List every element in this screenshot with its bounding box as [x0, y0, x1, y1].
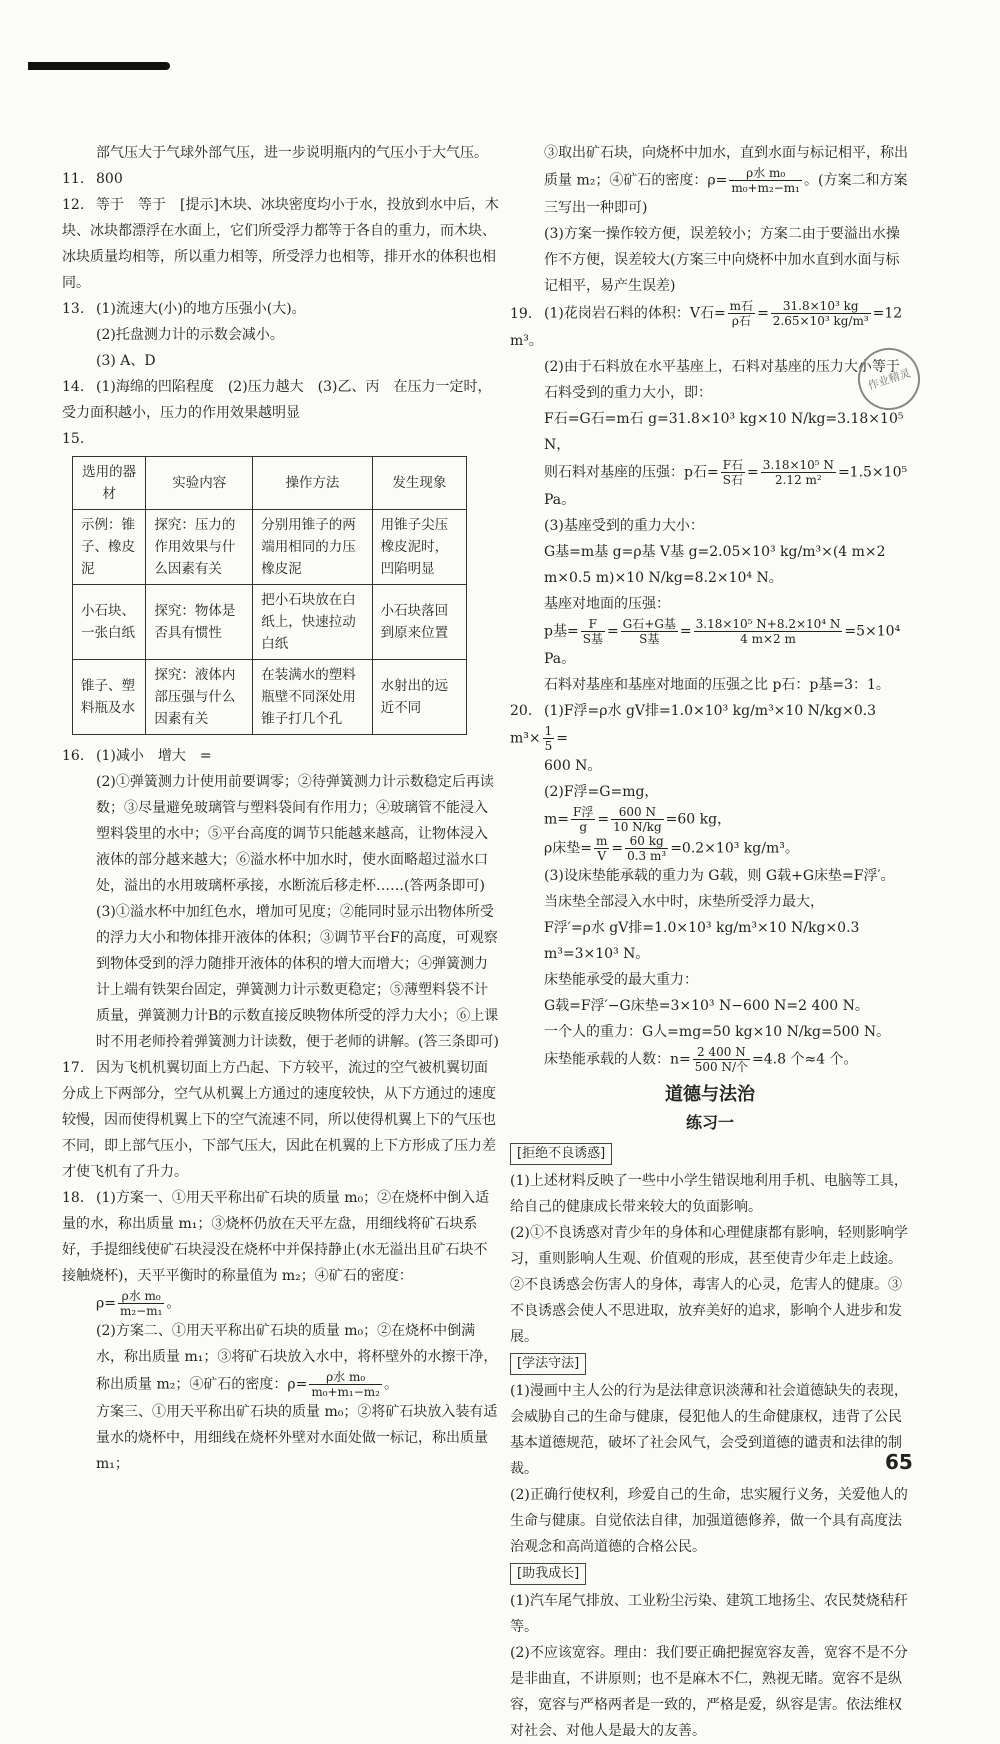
fraction: $\frac{\text{3.18×10⁵ N}}{\text{2.12 m²}}$	[762, 458, 834, 487]
q18-3: (3)方案一操作较方便，误差较小；方案二由于要溢出水操作不方便，误差较大(方案三中向烧杯中加水直到水面与标记相平，易产生误差)	[544, 226, 900, 294]
topic2-b: (2)正确行使权利，珍爱自己的生命，忠实履行义务，关爱他人的生命与健康。自觉依法自律，加强道德修养，做一个具有高度法治观念和高尚道德的合格公民。	[510, 1487, 908, 1555]
q20-j: G载=F浮′−G床垫=3×10³ N−600 N=2 400 N。	[544, 998, 869, 1014]
q13-b: (2)托盘测力计的示数会减小。	[96, 327, 284, 343]
table-row	[73, 510, 467, 585]
q20-c: (2)F浮=G=mg，	[544, 784, 659, 800]
topic1-b: (2)①不良诱惑对青少年的身体和心理健康都有影响，轻则影响学习，重则影响人生观、价值观的形成，甚至使青少年走上歧途。②不良诱惑会伤害人的身体，毒害人的心灵，危害人的健康。③不良诱惑会使人不思进取，放弃美好的追求，影响个人进步和发展。	[510, 1225, 908, 1345]
q19-e: (3)基座受到的重力大小：	[544, 518, 704, 534]
fraction: $\frac{\text{ρ水 m₀}}{\text{m₂−m₁}}$	[119, 1289, 163, 1318]
q14: 14. (1)海绵的凹陷程度 (2)压力越大 (3)乙、丙 在压力一定时，受力面积越小，压力的作用效果越明显	[62, 379, 492, 421]
topic-tag: [拒绝不良诱惑]	[510, 1143, 612, 1165]
q19-c: F石=G石=m石 g=31.8×10³ kg×10 N/kg=3.18×10⁵ N，	[544, 411, 904, 453]
section-title: 道德与法治	[665, 1084, 755, 1105]
q20: 20. (1)F浮=ρ水 gV排=1.0×10³ kg/m³×10 N/kg×0.3 m³× $\frac{1}{5}$ =	[510, 703, 877, 753]
q18-cont: ③取出矿石块，向烧杯中加水，直到水面与标记相平，称出质量 m₂；④矿石的密度：ρ= $\frac{\text{ρ水 m₀}}{\text{m₀+m₂−m₁}}$ 。(方案二和方案三写出一种即可)	[544, 145, 908, 216]
q13-c: (3) A、D	[96, 353, 156, 369]
table-cell: 水射出的远近不同	[372, 660, 466, 735]
table-header: 发生现象	[372, 457, 466, 510]
q19-b: (2)由于石料放在水平基座上，石料对基座的压力大小等于石料受到的重力大小，即：	[544, 359, 900, 401]
fraction: $\frac{m}{V}$	[595, 834, 608, 863]
fraction: $\frac{\text{F石}}{\text{S石}}$	[722, 458, 744, 487]
q18-c: 方案三、①用天平称出矿石块的质量 m₀；②将矿石块放入装有适量水的烧杯中，用细线在烧杯外壁对水面处做一标记，称出质量 m₁；	[96, 1404, 498, 1472]
experiment-table	[72, 456, 467, 735]
q20-i: 床垫能承受的最大重力：	[544, 972, 698, 988]
q10-tail: 部气压大于气球外部气压，进一步说明瓶内的气压小于大气压。	[96, 145, 488, 161]
fraction: $\frac{F}{\text{S基}}$	[582, 617, 603, 646]
fraction: $\frac{\text{G石+G基}}{\text{S基}}$	[622, 617, 676, 646]
table-cell: 小石块、一张白纸	[73, 585, 146, 660]
table-header: 操作方法	[253, 457, 372, 510]
table-row	[73, 660, 467, 735]
q16-b: (2)①弹簧测力计使用前要调零；②待弹簧测力计示数稳定后再读数；③尽量避免玻璃管与塑料袋间有作用力；④玻璃管不能浸入塑料袋里的水中；⑤平台高度的调节只能越来越高，让物体浸入液体的部分越来越大；⑥溢水杯中加水时，使水面略超过溢水口处，溢出的水用玻璃杯承接，水断流后移走杯……(答两条即可)	[96, 774, 494, 894]
q20-l: 床垫能承载的人数：n= $\frac{2 400 N}{\text{500 N/个}}$ =4.8 个≈4 个。	[544, 1045, 858, 1074]
q12: 12. 等于 等于 [提示]木块、冰块密度均小于水，投放到水中后，木块、冰块都漂浮在水面上，它们所受浮力都等于各自的重力，而木块、冰块质量均相等，所以重力相等，所受浮力也相等，排开水的体积也相同。	[62, 197, 499, 291]
table-cell: 分别用锥子的两端用相同的力压橡皮泥	[253, 510, 372, 585]
q20-b: 600 N。	[544, 758, 602, 774]
table-row	[73, 585, 467, 660]
fraction: $\frac{\text{3.18×10⁵ N+8.2×10⁴ N}}{4 m\times 2 m}$	[695, 617, 841, 646]
fraction: $\frac{\text{ρ水 m₀}}{\text{m₀+m₂−m₁}}$	[731, 166, 800, 195]
topic1-a: (1)上述材料反映了一些中小学生错误地利用手机、电脑等工具，给自己的健康成长带来较大的负面影响。	[510, 1173, 908, 1215]
table-cell: 探究：液体内部压强与什么因素有关	[146, 660, 253, 735]
q18: 18. (1)方案一、①用天平称出矿石块的质量 m₀；②在烧杯中倒入适量的水，称出质量 m₁；③烧杯仍放在天平左盘，用细线将矿石块系好，手提细线使矿石块浸没在烧杯中并保持静止(水无溢出且矿石块不接触烧杯)，天平平衡时的称量值为 m₂；④矿石的密度：	[62, 1190, 490, 1284]
q19-i: 石料对基座和基座对地面的压强之比 p石：p基=3：1。	[544, 677, 890, 693]
topic-tag: [助我成长]	[510, 1563, 586, 1585]
q15: 15.	[62, 431, 85, 447]
q20-k: 一个人的重力：G人=mg=50 kg×10 N/kg=500 N。	[544, 1024, 891, 1040]
table-cell: 在装满水的塑料瓶壁不同深处用锥子打几个孔	[253, 660, 372, 735]
table-header: 选用的器材	[73, 457, 146, 510]
fraction: $\frac{600 N}{10 N/kg}$	[613, 805, 662, 834]
q18-formula-a: ρ= $\frac{\text{ρ水 m₀}}{\text{m₂−m₁}}$ 。	[96, 1289, 181, 1318]
topic3-a: (1)汽车尾气排放、工业粉尘污染、建筑工地扬尘、农民焚烧秸秆等。	[510, 1593, 908, 1635]
right-column	[510, 140, 910, 1744]
q13: 13. (1)流速大(小)的地方压强小(大)。	[62, 301, 306, 317]
fraction: $\frac{1}{5}$	[544, 724, 553, 753]
table-cell: 把小石块放在白纸上，快速拉动白纸	[253, 585, 372, 660]
q19: 19. (1)花岗岩石料的体积：V石= $\frac{\text{m石}}{\text{ρ石}}$ = $\frac{\text{31.8×10³ kg}}{\text{2.65×10³ kg/m³}}$ =12 m³。	[510, 299, 903, 349]
page-number: 65	[885, 1450, 913, 1474]
table-cell: 小石块落回到原来位置	[372, 585, 466, 660]
table-cell: 锥子、塑料瓶及水	[73, 660, 146, 735]
q16: 16. (1)减小 增大 =	[62, 748, 212, 764]
q20-d: m= $\frac{\text{F浮}}{g}$ = $\frac{600 N}{10 N/kg}$ =60 kg，	[544, 805, 732, 834]
topic2-a: (1)漫画中主人公的行为是法律意识淡薄和社会道德缺失的表现，会威胁自己的生命与健康，侵犯他人的生命健康权，违背了公民基本道德规范，破坏了社会风气，会受到道德的谴责和法律的制裁。	[510, 1383, 908, 1477]
table-header: 实验内容	[146, 457, 253, 510]
table-cell: 用锥子尖压橡皮泥时，凹陷明显	[372, 510, 466, 585]
fraction: $\frac{\text{ρ水 m₀}}{\text{m₀+m₁−m₂}}$	[311, 1370, 380, 1399]
q19-f: G基=m基 g=ρ基 V基 g=2.05×10³ kg/m³×(4 m×2 m×0.5 m)×10 N/kg=8.2×10⁴ N。	[544, 544, 886, 586]
table-cell: 示例：锥子、橡皮泥	[73, 510, 146, 585]
q16-c: (3)①溢水杯中加红色水，增加可见度；②能同时显示出物体所受的浮力大小和物体排开液体的体积；③调节平台F的高度，可观察到物体受到的浮力随排开液体的体积的增大而增大；④弹簧测力计上端有铁架台固定，弹簧测力计示数更稳定；⑤薄塑料袋不计质量，弹簧测力计B的示数直接反映物体所受的浮力大小；⑥上课时不用老师拎着弹簧测力计读数，便于老师的讲解。(答三条即可)	[96, 904, 499, 1050]
fraction: $\frac{\text{m石}}{\text{ρ石}}$	[729, 299, 754, 328]
fraction: $\frac{\text{F浮}}{g}$	[573, 805, 594, 834]
fraction: $\frac{\text{31.8×10³ kg}}{\text{2.65×10³ kg/m³}}$	[772, 299, 869, 328]
q17: 17. 因为飞机机翼切面上方凸起、下方较平，流过的空气被机翼切面分成上下两部分，空气从机翼上方通过的速度较快，从下方通过的速度较慢，因而使得机翼上下的空气流速不同，所以使得机翼上下的气压也不同，即上部气压小，下部气压大，因此在机翼的上下方形成了压力差才使飞机有了升力。	[62, 1060, 496, 1180]
left-column	[62, 140, 500, 1477]
topic3-b: (2)不应该宽容。理由：我们要正确把握宽容友善，宽容不是不分是非曲直，不讲原则；也不是麻木不仁，熟视无睹。宽容不是纵容，宽容与严格两者是一致的，严格是爱，纵容是害。依法维权对社会、对他人是最大的友善。	[510, 1645, 908, 1739]
q19-h: p基= $\frac{F}{\text{S基}}$ = $\frac{\text{G石+G基}}{\text{S基}}$ = $\frac{\text{3.18×10⁵ N+8.2×10⁴ N}}{4 m\times 2 m}$ =5×10⁴ Pa。	[544, 617, 901, 667]
q11: 11. 800	[62, 171, 123, 187]
fraction: $\frac{60 kg}{\text{0.3 m³}}$	[627, 834, 667, 863]
section-subtitle: 练习一	[685, 1113, 734, 1132]
q19-d: 则石料对基座的压强：p石= $\frac{\text{F石}}{\text{S石}}$ = $\frac{\text{3.18×10⁵ N}}{\text{2.12 m²}}$ =1.5×10⁵ Pa。	[544, 458, 908, 508]
table-cell: 探究：物体是否具有惯性	[146, 585, 253, 660]
q18-b: (2)方案二、①用天平称出矿石块的质量 m₀；②在烧杯中倒满水，称出质量 m₁；③将矿石块放入水中，将杯壁外的水擦干净，称出质量 m₂；④矿石的密度：ρ= $\frac{\text{ρ水 m₀}}{\text{m₀+m₁−m₂}}$ 。	[96, 1323, 498, 1399]
table-cell: 探究：压力的作用效果与什么因素有关	[146, 510, 253, 585]
q19-g: 基座对地面的压强：	[544, 596, 670, 612]
q20-f: (3)设床垫能承载的重力为 G载，则 G载+G床垫=F浮′。	[544, 868, 895, 884]
fraction: $\frac{2 400 N}{\text{500 N/个}}$	[694, 1045, 749, 1074]
topic-tag: [学法守法]	[510, 1353, 586, 1375]
q20-h: F浮′=ρ水 gV排=1.0×10³ kg/m³×10 N/kg×0.3 m³=3×10³ N。	[544, 920, 860, 962]
q20-g: 当床垫全部浸入水中时，床垫所受浮力最大，	[544, 894, 824, 910]
header-rule	[28, 62, 170, 70]
stamp-icon: 作业精灵	[850, 340, 928, 418]
q20-e: ρ床垫= $\frac{m}{V}$ = $\frac{60 kg}{\text{0.3 m³}}$ =0.2×10³ kg/m³。	[544, 834, 799, 863]
